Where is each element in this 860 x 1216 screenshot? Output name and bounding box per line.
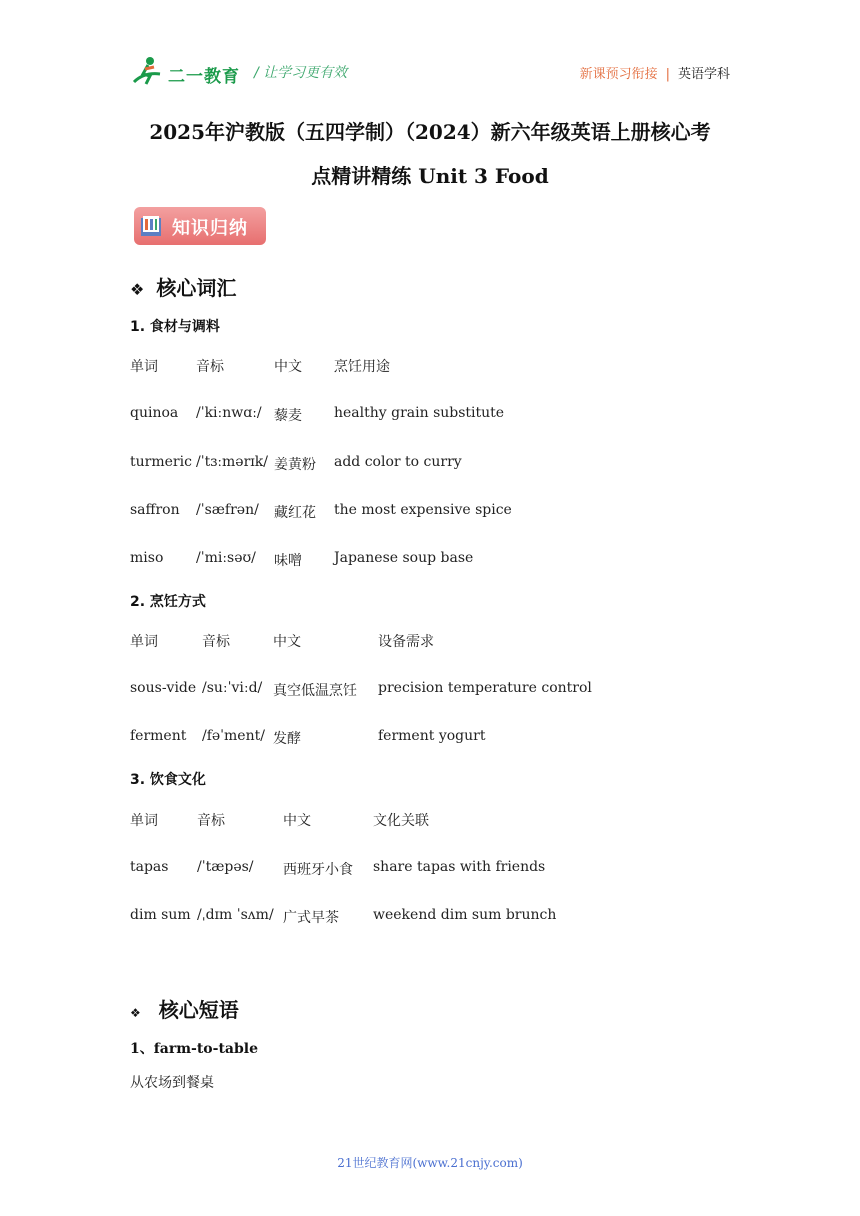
diamond-bullet-icon: ❖	[130, 280, 145, 299]
header-cell: 文化关联	[373, 813, 429, 829]
header-cell: 单词	[130, 359, 158, 375]
chinese-cell: 广式早茶	[283, 910, 339, 926]
header-cell: 单词	[130, 813, 158, 829]
header-course: 新课预习衔接	[579, 67, 658, 82]
book-icon	[140, 214, 162, 238]
knowledge-badge	[134, 207, 266, 245]
page-header	[130, 54, 730, 90]
page-footer: 21世纪教育网(www.21cnjy.com)	[337, 1156, 523, 1170]
word-cell: dim sum	[130, 907, 191, 923]
badge-label: 知识归纳	[172, 218, 248, 239]
page-title-line2: 点精讲精练 Unit 3 Food	[311, 164, 549, 188]
header-cell: 音标	[202, 634, 230, 650]
word-cell: sous-vide	[130, 680, 197, 696]
section-phrases-heading	[130, 994, 239, 1023]
phrase-item: 1、farm-to-table	[130, 1041, 259, 1057]
chinese-cell: 藏红花	[274, 505, 316, 521]
phonetic-cell: /ˈsæfrən/	[196, 502, 259, 518]
chinese-cell: 西班牙小食	[283, 862, 353, 878]
phonetic-cell: /ˌdɪm ˈsʌm/	[197, 907, 274, 923]
chinese-cell: 姜黄粉	[274, 457, 316, 473]
word-cell: ferment	[130, 728, 187, 744]
usage-cell: healthy grain substitute	[334, 405, 505, 421]
word-cell: tapas	[130, 859, 169, 875]
header-subject	[580, 63, 730, 82]
header-cell: 音标	[196, 359, 224, 375]
phrase-meaning: 从农场到餐桌	[130, 1075, 214, 1091]
header-cell: 中文	[273, 634, 301, 650]
usage-cell: Japanese soup base	[334, 550, 474, 566]
phonetic-cell: /suːˈviːd/	[202, 680, 263, 696]
word-cell: quinoa	[130, 405, 179, 421]
header-cell: 单词	[130, 634, 158, 650]
group-culture-title: 3. 饮食文化	[130, 772, 206, 788]
diamond-bullet-icon: ❖	[130, 1006, 141, 1020]
section-phrases-title: 核心短语	[158, 998, 239, 1022]
usage-cell: ferment yogurt	[378, 728, 486, 744]
header-cell: 中文	[274, 359, 302, 375]
chinese-cell: 发酵	[273, 731, 301, 747]
word-cell: saffron	[130, 502, 180, 518]
usage-cell: precision temperature control	[378, 680, 592, 696]
group-cooking-title: 2. 烹饪方式	[130, 594, 206, 610]
section-vocabulary-heading	[130, 272, 236, 301]
usage-cell: weekend dim sum brunch	[373, 907, 557, 923]
chinese-cell: 藜麦	[274, 408, 302, 424]
phonetic-cell: /fəˈment/	[202, 728, 265, 744]
phonetic-cell: /ˈmiːsəʊ/	[196, 550, 256, 566]
word-cell: turmeric	[130, 454, 192, 470]
logo-text: 二一教育	[168, 67, 240, 87]
word-cell: miso	[130, 550, 164, 566]
chinese-cell: 真空低温烹饪	[273, 683, 357, 699]
phonetic-cell: /ˈtɜːmərɪk/	[196, 454, 268, 470]
header-cell: 烹饪用途	[334, 359, 390, 375]
slogan: / 让学习更有效	[254, 65, 348, 81]
usage-cell: add color to curry	[334, 454, 462, 470]
usage-cell: share tapas with friends	[373, 859, 546, 875]
header-separator: |	[665, 67, 670, 82]
runner-logo-icon	[130, 54, 166, 90]
header-subject-name: 英语学科	[677, 67, 730, 82]
group-ingredients-title: 1. 食材与调料	[130, 319, 220, 335]
phonetic-cell: /ˈkiːnwɑː/	[196, 405, 262, 421]
chinese-cell: 味噌	[274, 553, 302, 569]
section-vocabulary-title: 核心词汇	[156, 276, 237, 300]
logo	[130, 54, 240, 90]
header-cell: 音标	[197, 813, 225, 829]
header-cell: 中文	[283, 813, 311, 829]
header-cell: 设备需求	[378, 634, 434, 650]
page-title-line1: 2025年沪教版（五四学制）（2024）新六年级英语上册核心考	[149, 120, 711, 144]
usage-cell: the most expensive spice	[334, 502, 512, 518]
phonetic-cell: /ˈtæpəs/	[197, 859, 254, 875]
